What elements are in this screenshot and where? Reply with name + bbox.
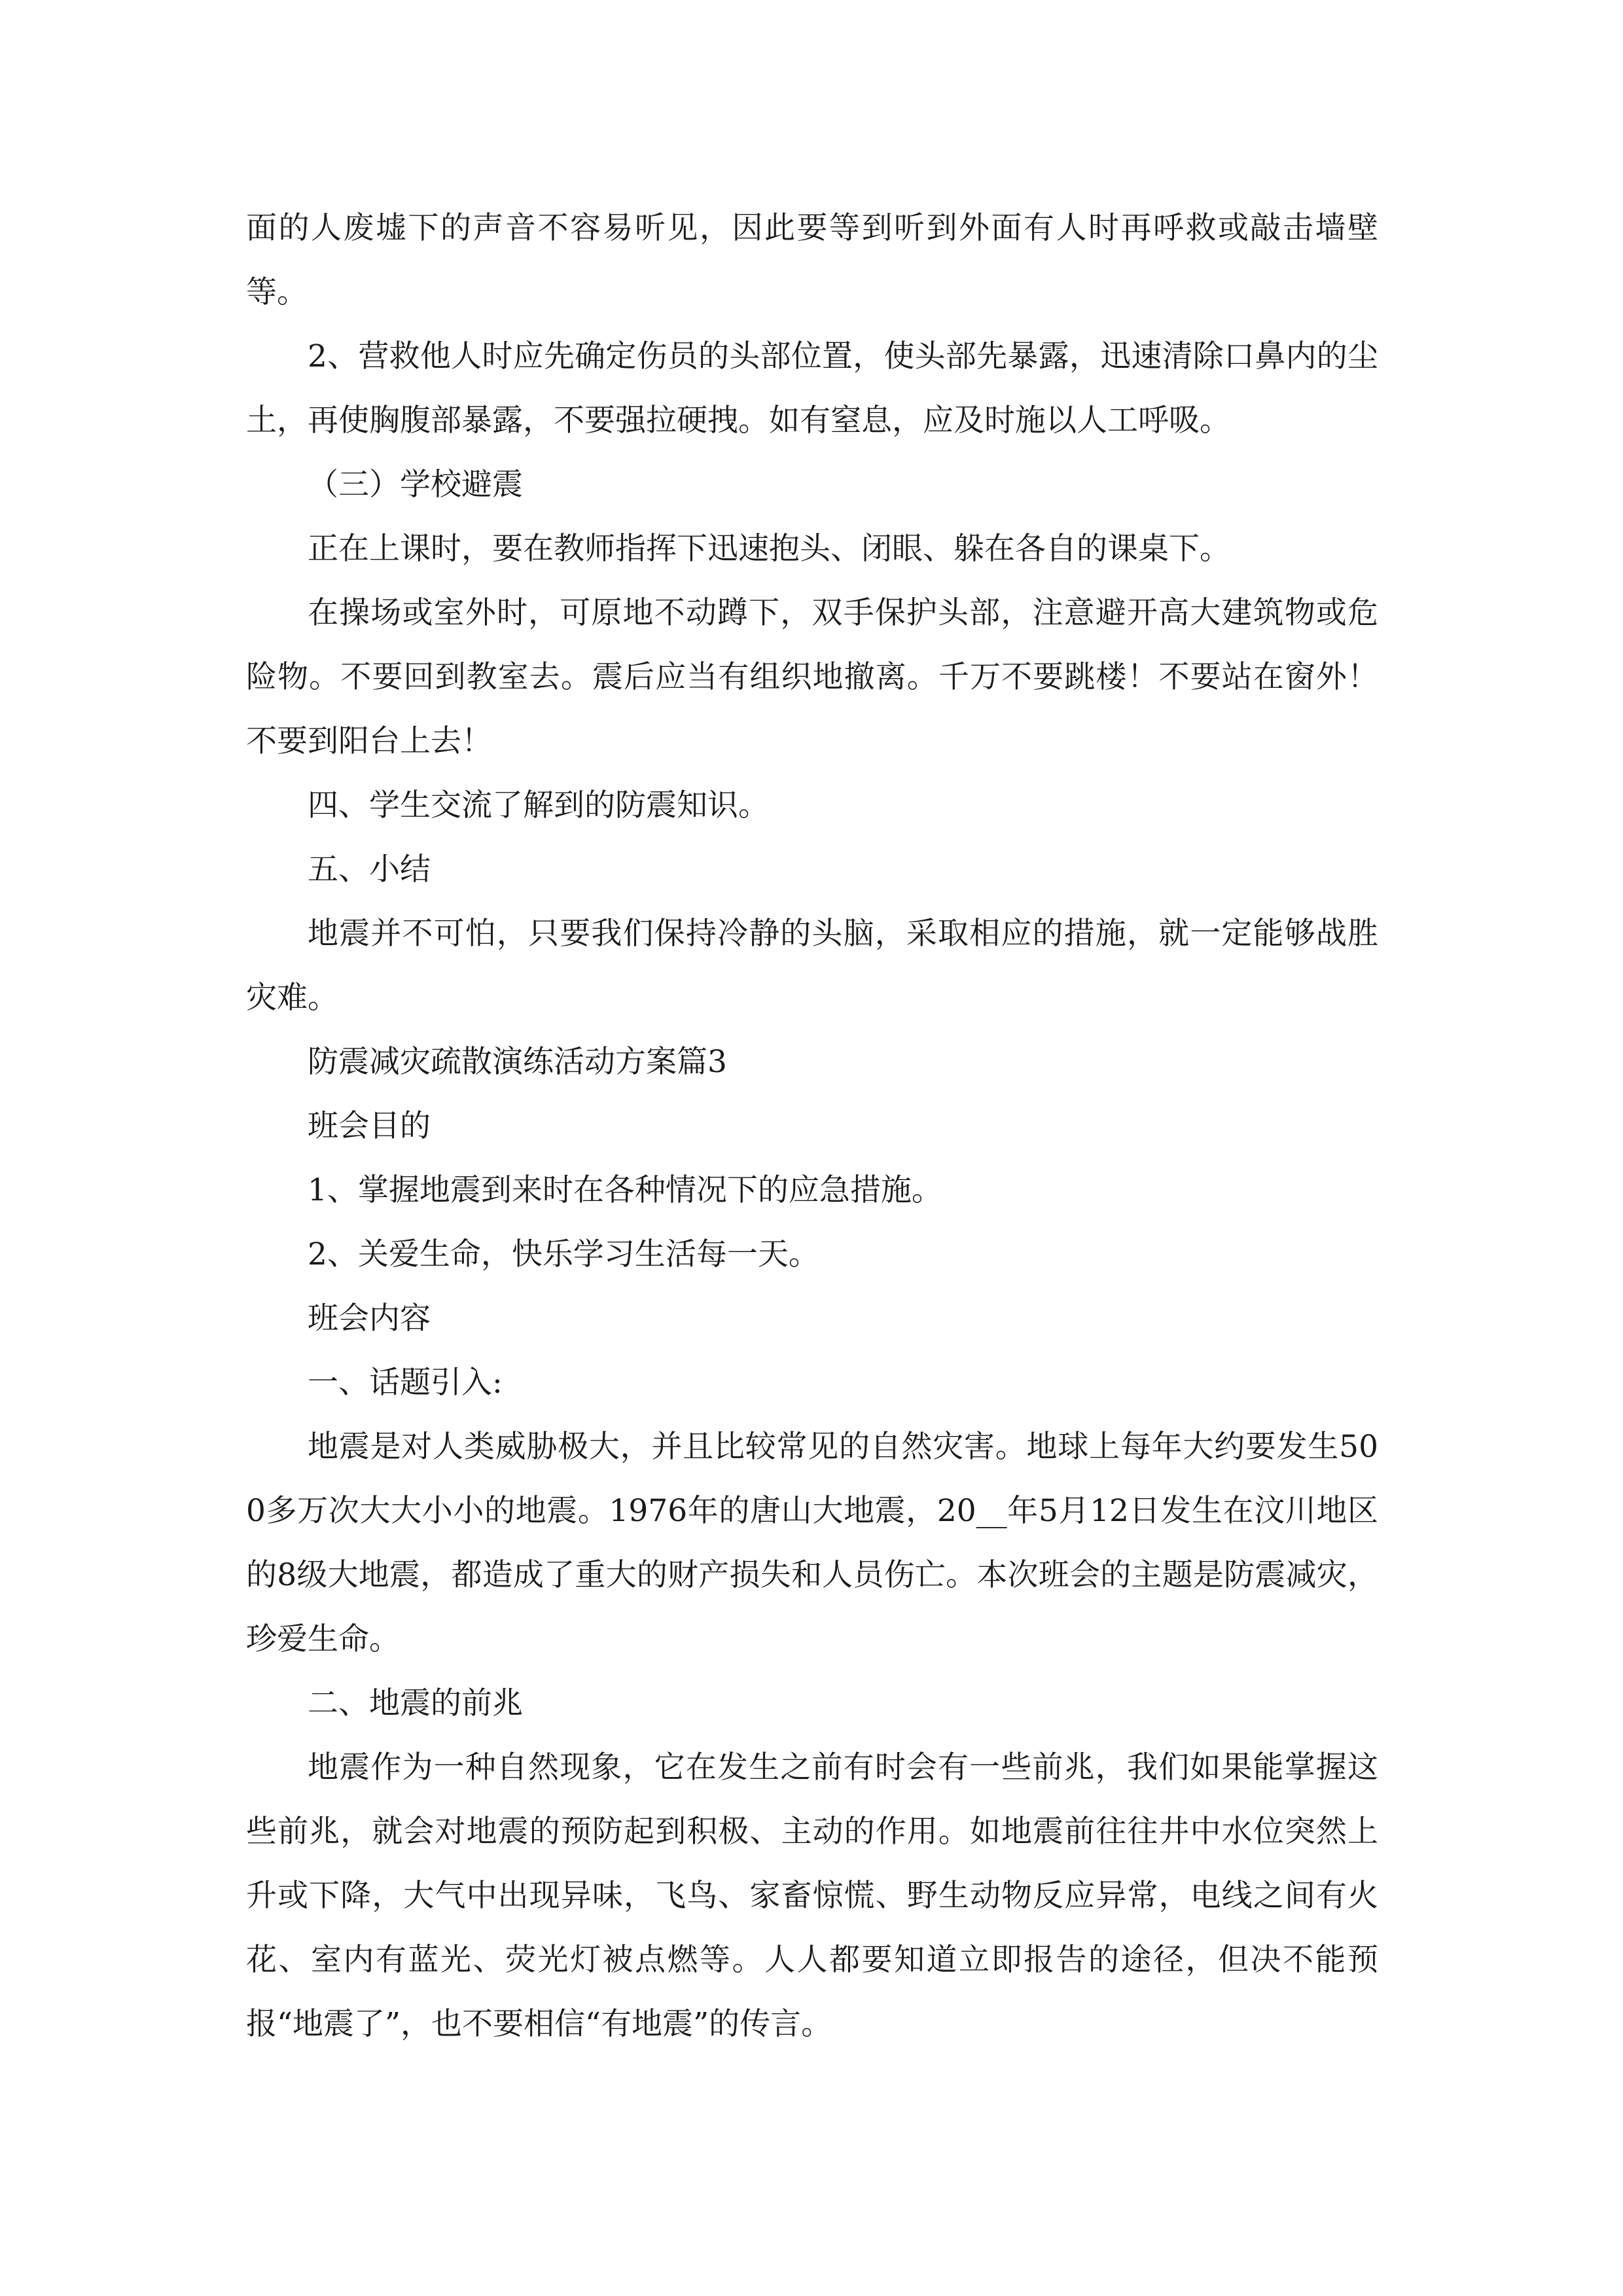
section-heading-summary: 五、小结: [308, 852, 431, 888]
plan-title: 防震减灾疏散演练活动方案篇3: [308, 1044, 727, 1080]
paragraph-continuation: 面的人废墟下的声音不容易听见，因此要等到听到外面有人时再呼救或敲击墙壁等。: [246, 210, 1378, 310]
section-heading-intro: 一、话题引入:: [308, 1365, 503, 1401]
section-heading-precursors: 二、地震的前兆: [308, 1685, 523, 1721]
paragraph-rescue-others: 2、营救他人时应先确定伤员的头部位置，使头部先暴露，迅速清除口鼻内的尘土，再使胸腹部暴露，不要强拉硬拽。如有窒息，应及时施以人工呼吸。: [246, 338, 1378, 439]
paragraph-precursors: 地震作为一种自然现象，它在发生之前有时会有一些前兆，我们如果能掌握这些前兆，就会对地震的预防起到积极、主动的作用。如地震前往往井中水位突然上升或下降，大气中出现异味，飞鸟、家畜惊慌、野生动物反应异常，电线之间有火花、室内有蓝光、荧光灯被点燃等。人人都要知道立即报告的途径，但决不能预报“地震了”，也不要相信“有地震”的传言。: [246, 1749, 1378, 2042]
paragraph-intro: 地震是对人类威胁极大，并且比较常见的自然灾害。地球上每年大约要发生500多万次大大小小的地震。1976年的唐山大地震，20__年5月12日发生在汶川地区的8级大地震，都造成了重大的财产损失和人员伤亡。本次班会的主题是防震减灾，珍爱生命。: [246, 1429, 1378, 1657]
goal-item-2: 2、关爱生命，快乐学习生活每一天。: [308, 1236, 819, 1272]
section-heading-content: 班会内容: [308, 1300, 431, 1336]
paragraph-outdoors: 在操场或室外时，可原地不动蹲下，双手保护头部，注意避开高大建筑物或危险物。不要回到教室去。震后应当有组织地撤离。千万不要跳楼！不要站在窗外！不要到阳台上去！: [246, 595, 1378, 759]
goal-item-1: 1、掌握地震到来时在各种情况下的应急措施。: [308, 1172, 942, 1208]
section-heading-goal: 班会目的: [308, 1108, 431, 1144]
section-heading-school: （三）学校避震: [308, 467, 523, 503]
section-heading-exchange: 四、学生交流了解到的防震知识。: [308, 787, 769, 823]
paragraph-in-class: 正在上课时，要在教师指挥下迅速抱头、闭眼、躲在各自的课桌下。: [308, 531, 1230, 567]
document-body: [246, 196, 1378, 2056]
paragraph-summary: 地震并不可怕，只要我们保持冷静的头脑，采取相应的措施，就一定能够战胜灾难。: [246, 916, 1378, 1016]
